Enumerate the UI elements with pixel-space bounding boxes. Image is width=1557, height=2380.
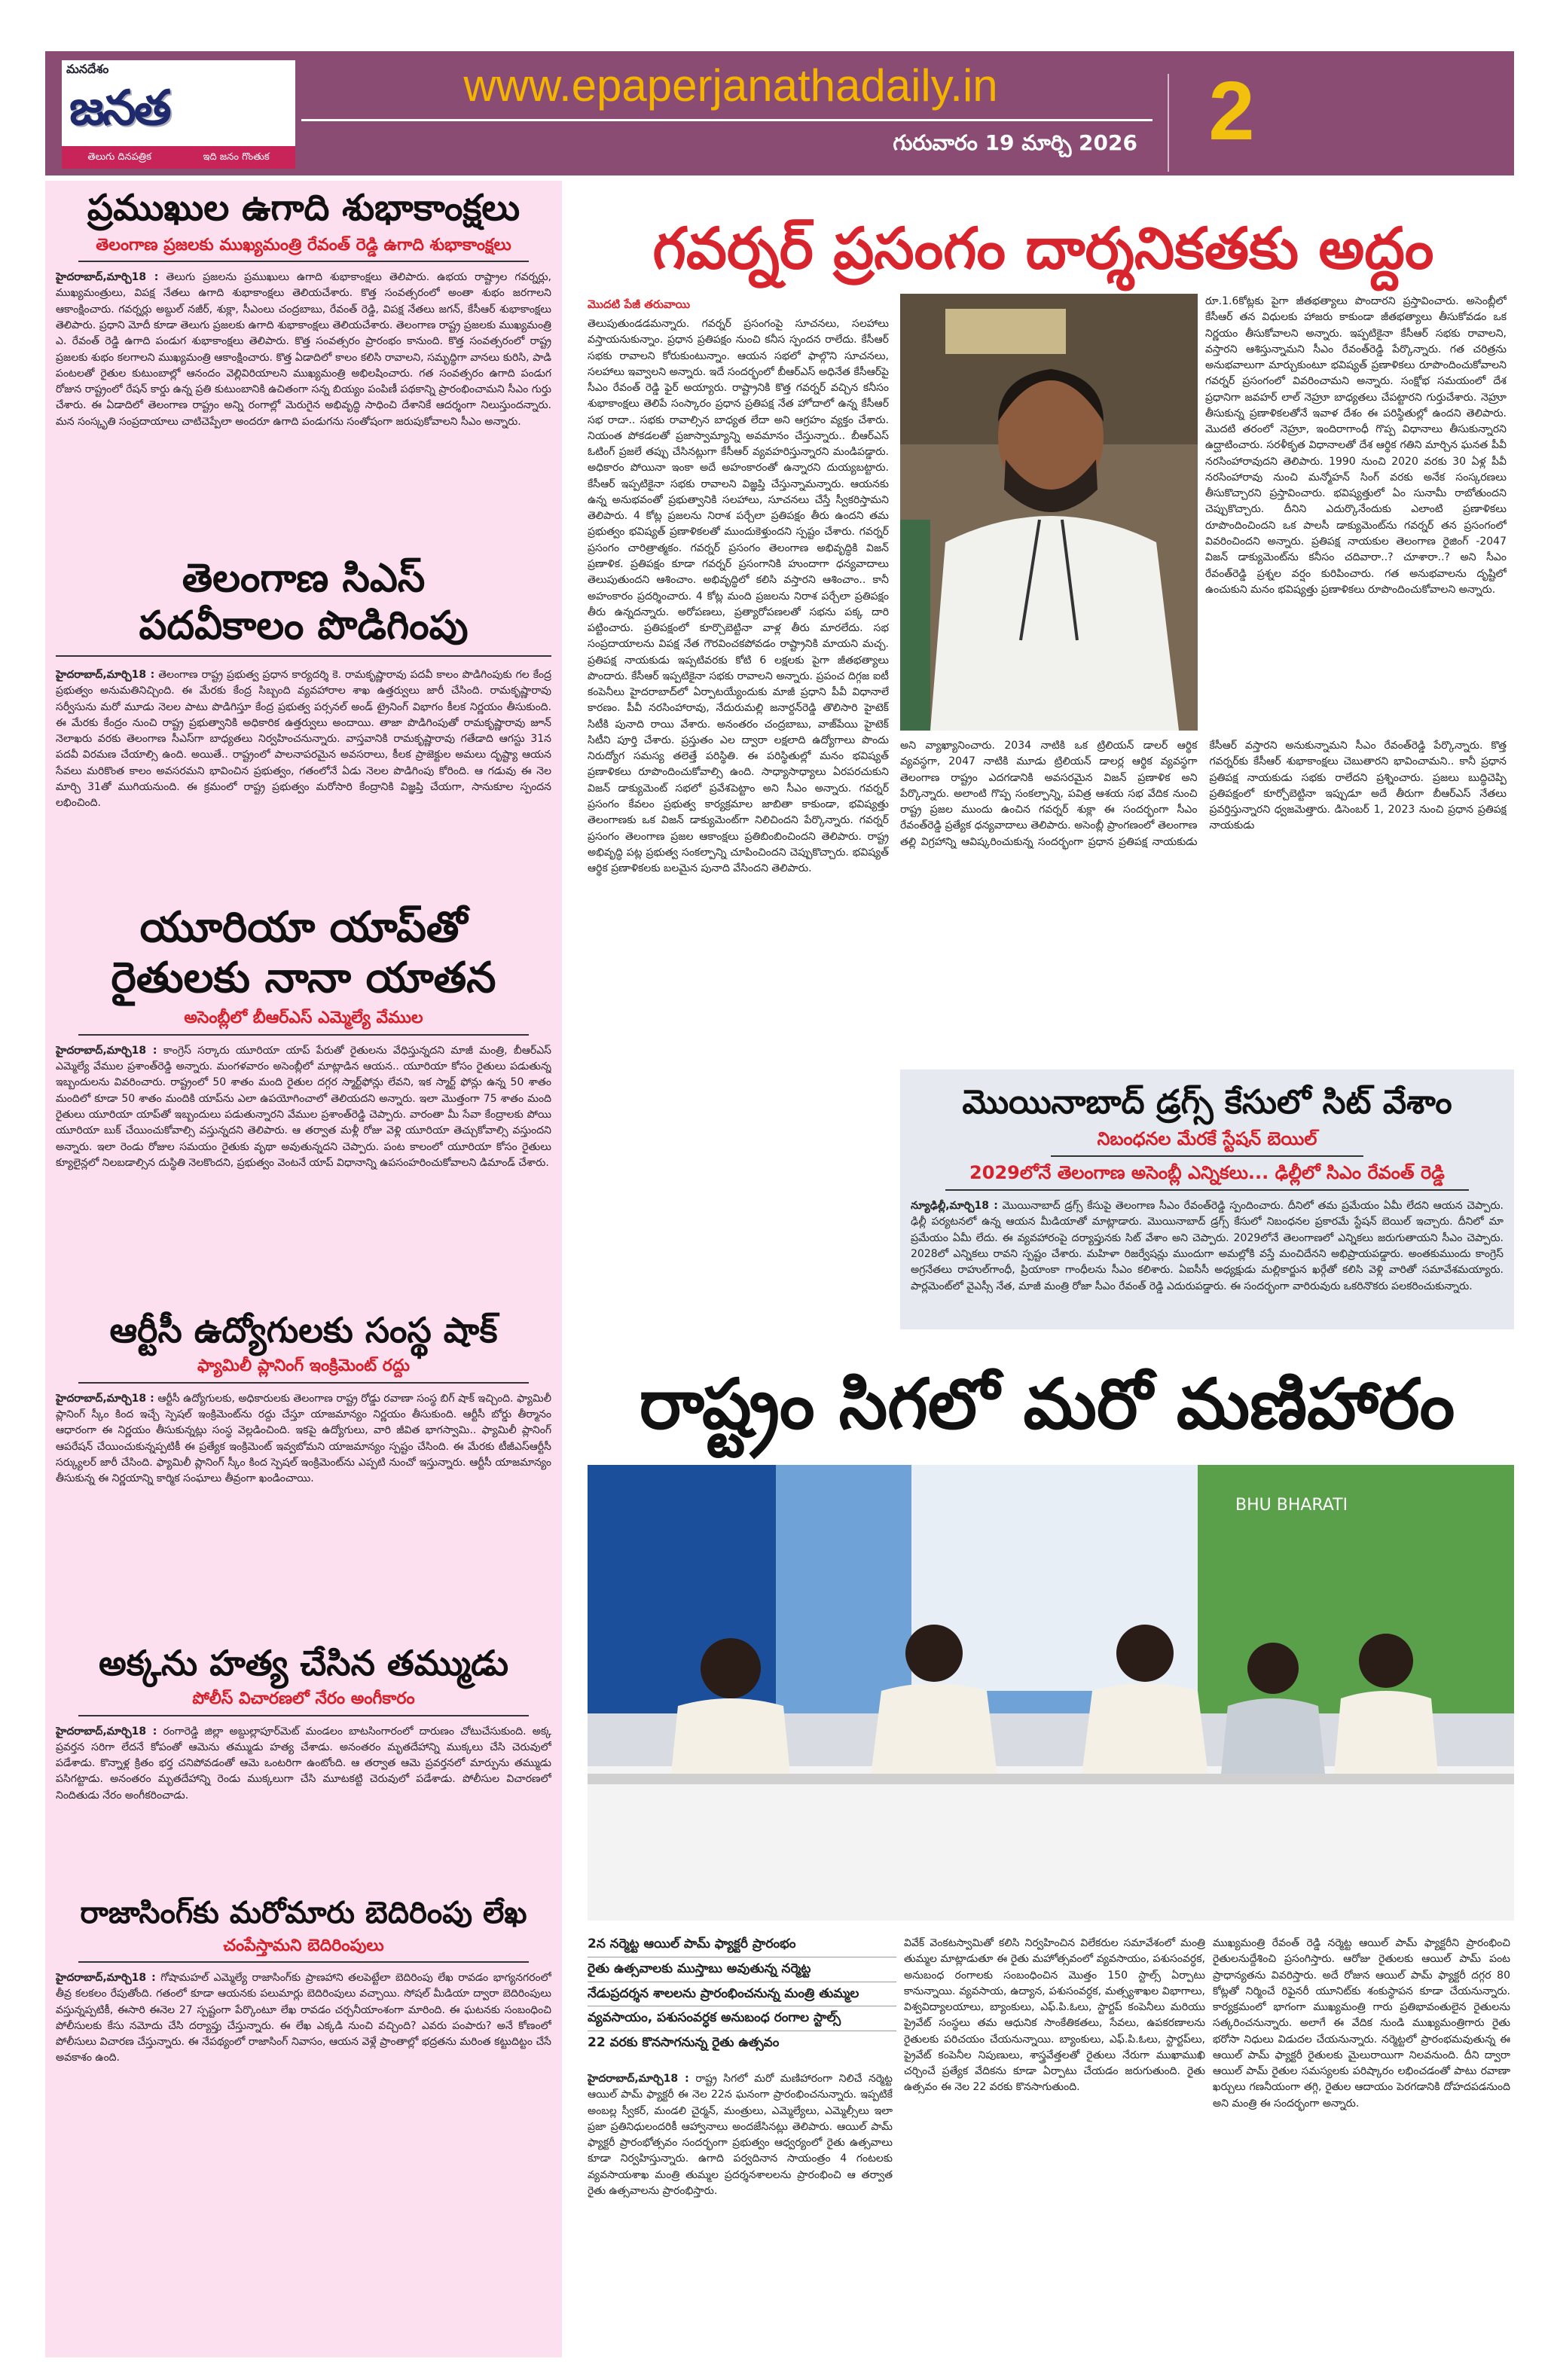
article-rtc xyxy=(56,1310,551,1632)
body-text: మొయినాబాద్ డ్రగ్స్ కేసుపై తెలంగాణ సీఎం రేవంత్‌రెడ్డి స్పందించారు. దీనిలో తమ ప్రమేయం ఏమీ లేదని ఆయన చెప్పారు. ఢిల్లీ పర్యటనలో ఉన్న ఆయన మీడియాతో మాట్లాడారు. మొయినాబాద్ డ్రగ్స్ కేసులో నిబంధనల ప్రకారమే స్టేషన్ బెయిల్ ఇచ్చారు. దీనిలో మా ప్రమేయం ఏమీ లేదు. ఈ వ్యవహారంపై దర్యాప్తునకు సిట్ వేశాం అని చెప్పారు. 2029లోనే తెలంగాణలో ఎన్నికలు జరుగుతాయని సీఎం చెప్పారు. 2028లో ఎన్నికలు రావని స్పష్టం చేశారు. మహిళా రిజర్వేషన్లు ముందుగా అమల్లోకి వస్తే మంచిదేనని అభిప్రాయపడ్డారు. అంతకుముందు కాంగ్రెస్ అగ్రనేతలు రాహుల్‌గాంధీ, ప్రియాంకా గాంధీలను సీఎం కలిశారు. ఏఐసీసీ అధ్యక్షుడు మల్లికార్జున ఖర్గేతో కలిసి వెళ్లి వారితో సమావేశమయ్యారు. పార్లమెంట్‌లో వైఎస్సీ నేత, మాజీ మంత్రి రోజా సీఎం రేవంత్ రెడ్డి ఎదురుపడ్డారు. ఈ సందర్భంగా వారిరువురు ఒకరినొకరు పలకరించుకున్నారు. xyxy=(911,1200,1504,1292)
press-meet-image xyxy=(588,1465,1514,1921)
article-body xyxy=(900,1198,1514,1326)
body-text: గోషామహల్ ఎమ్మెల్యే రాజాసింగ్‌కు ప్రాణహాని తలపెట్టేలా బెదిరింపు లేఖ రావడం భాగ్యనగరంలో తీవ్ర కలకలం రేపుతోంది. గతంలో కూడా ఆయనకు పలుమార్లు బెదిరింపులు వచ్చాయి. సోషల్ మీడియా ద్వారా బెదిరింపులు వస్తున్నప్పటికీ, ఈసారి ఈనెల 27 స్పష్టంగా పేర్కొంటూ లేఖ రావడం చర్చనీయాంశంగా మారింది. ఈ ఘటనకు సంబంధించి పోలీసులకు కేసు నమోదు చేసి దర్యాప్తు చేస్తున్నారు. ఈ లేఖ ఎక్కడి నుంచి వచ్చింది? ఎవరు పంపారు? అనే కోణంలో పోలీసులు విచారణ చేస్తున్నారు. ఈ నేపథ్యంలో రాజాసింగ్ నివాసం, ఆయన వెళ్లే ప్రాంతాల్లో భద్రతను మరింత కట్టుదిట్టం చేసే అవకాశం ఉంది. xyxy=(56,1972,551,2064)
dateline: హైదరాబాద్,మార్చి18 : xyxy=(56,668,155,681)
caption: 2న నర్మెట్ట ఆయిల్ పామ్ ఫ్యాక్టరీ ప్రారంభం xyxy=(588,1933,896,1957)
website-url[interactable]: www.epaperjanathadaily.in xyxy=(463,60,998,111)
lead-column-1: తెలుపుతుండడమన్నారు. గవర్నర్ ప్రసంగంపై సూచనలు, సలహాలు వస్తాయనుకున్నాం. ప్రధాన ప్రతిపక్షం నుంచి కనీస స్పందన రాలేదు. కేసీఆర్ సభకు రావాలని కోరుకుంటున్నాం. ఆయన సభలో ఫాల్గొని సూచనలు, సలహాలు ఇవ్వాలని అన్నారు. ఇదే సందర్భంలో బీఆర్ఎస్ అధినేత కేసీఆర్‌పై సీఎం రేవంత్ రెడ్డి ఫైర్ అయ్యారు. రాష్ట్రానికి కొత్త గవర్నర్ వచ్చిన కనీసం శుభాకాంక్షలు తెలిపే సంస్కారం ప్రధాన ప్రతిపక్ష నేత హోదాలో ఉన్న కేసీఆర్ సభ రాదా.. సభకు రావాల్సిన బాధ్యత లేదా అని ఆగ్రహం వ్యక్తం చేశారు. నియంత పోకడలతో ప్రజాస్వామ్యాన్ని అవమానం చేస్తున్నారు.. బీఆర్ఎస్ ఓటింగ్ ప్రజలే తప్పు చేసినట్లుగా కేసీఆర్ వ్యవహరిస్తున్నారని మండిపడ్డారు. అధికారం పోయినా ఇంకా అదే అహంకారంతో ఉన్నారని దుయ్యబట్టారు. కేసీఆర్ ఇప్పటికైనా సభకు రావాలని విజ్ఞప్తి చేస్తున్నామన్నారు. ఆయనకు ఉన్న అనుభవంతో ప్రభుత్వానికి సలహాలు, సూచనలు చేస్తే స్వీకరిస్తామని తెలిపారు. 4 కోట్ల ప్రజలను నిరాశ పర్చేలా ప్రతిపక్షం తీరు ఉందని తమ ప్రభుత్వం భవిష్యత్ ప్రణాళికలతో ముందుకెళ్తుందని స్పష్టం చేశారు. గవర్నర్ ప్రసంగం చారిత్రాత్మకం. గవర్నర్ ప్రసంగం తెలంగాణ అభివృద్ధికి విజన్ ప్రణాళిక. ప్రతిపక్షం కూడా గవర్నర్ ప్రసంగానికి హుందాగా ధన్యవాదాలు తెలుపుతుందని ఆశించాం. అభివృద్ధిలో కలిసి వస్తారని ఆశించాం.. కానీ అహంకారం ప్రదర్శించారు. 4 కోట్ల మంది ప్రజలను నిరాశ పర్చేలా ప్రతిపక్షం తీరు ఉన్నదన్నారు. అరోపణలు, ప్రత్యారోపణలతో సభను పక్క దారి పట్టించారు. ప్రతిపక్షంలో కూర్చొబెట్టినా వాళ్ల తీరు మారలేదు. సభ సంప్రదాయాలను విపక్ష నేత గౌరవించకపోవడం రాష్ట్రానికి మాయని మచ్చ. ప్రతిపక్ష నాయకుడు ఇప్పటివరకు కోటి 6 లక్షలకు పైగా జీతభత్యాలు పొందారు. కేసీఆర్ ఇప్పటికైనా సభకు రావాలని అన్నారు. ప్రపంచ దిగ్గజ ఐటీ కంపెనీలు హైదరాబాద్‌లో ఏర్పాటయ్యేందుకు మాజీ ప్రధాని పీవీ విధానాలే కారణం. పీవీ నరసింహారావు, నేదురుమల్లి జనార్దన్‌రెడ్డి తొలిసారి హైటెక్ సిటీకి పునాది రాయి వేశారు. అనంతరం చంద్రబాబు, వాజ్‌పేయి హైటెక్ సిటీని పూర్తి చేశారు. ప్రస్తుతం ఎల ద్వారా లక్షలాది ఉద్యోగాలు పొందు నిరుద్యోగ సమస్య తలెత్తే పరిస్థితి. ఈ పరిస్థితుల్లో మనం భవిష్యత్ ప్రణాళికలు రూపొందించుకోవాల్సి ఉంది. సాధ్యాసాధ్యాలు ఏరపరచుకుని విజన్ డాక్యుమెంట్ సభలో ప్రవేశపెట్టాం అని సీఎం అన్నారు. గవర్నర్ ప్రసంగం కేవలం ప్రభుత్వ కార్యక్రమాల జాబితా కాకుండా, భవిష్యత్తు తెలంగాణకు ఒక విజన్ డాక్యుమెంట్‌గా నిలిచిందని పేర్కొన్నారు. గవర్నర్ ప్రసంగం తెలంగాణ ప్రజల ఆకాంక్షలు ప్రతిబింబించిందని తెలిపారు. రాష్ట్ర అభివృద్ధి పట్ల ప్రభుత్వ సంకల్పాన్ని చూపించిందని చెప్పుకొచ్చారు. భవిష్యత్ ఆర్థిక ప్రణాళికలకు బలమైన పునాది వేసిందని తెలిపారు. xyxy=(588,318,889,875)
article-rajasingh xyxy=(56,1895,551,2211)
page-number: 2 xyxy=(1208,65,1255,157)
newspaper-logo[interactable] xyxy=(62,60,295,169)
dateline: హైదరాబాద్,మార్చి18 : xyxy=(588,2073,689,2085)
subheadline: నిబంధనల మేరకే స్టేషన్ బెయిల్ xyxy=(1051,1127,1363,1157)
divider xyxy=(301,119,1152,121)
divider xyxy=(1168,74,1169,172)
cm-speaking-image xyxy=(900,294,1198,731)
palm-headline: రాష్ట్రం సిగలో మరో మణిహారం xyxy=(639,1364,1455,1445)
article-body xyxy=(56,270,551,545)
subheadline: ఫ్యామిలీ ప్లానింగ్ ఇంక్రిమెంట్ రద్దు xyxy=(78,1356,529,1384)
lead-headline: గవర్నర్ ప్రసంగం దార్శనికతకు అద్దం xyxy=(652,215,1434,282)
logo-name: జనత xyxy=(69,81,169,136)
headline: మొయినాబాద్ డ్రగ్స్ కేసులో సిట్ వేశాం xyxy=(962,1083,1452,1121)
headline: ప్రముఖుల ఉగాది శుభాకాంక్షలు xyxy=(87,187,521,229)
headline: తెలంగాణ సిఎస్ పదవీకాలం పొడిగింపు xyxy=(56,555,551,657)
body-text: రంగారెడ్డి జిల్లా అబ్దుల్లాపూర్‌మెట్ మండలం బాటసింగారంలో దారుణం చోటుచేసుకుంది. అక్క ప్రవర్తన సరిగా లేదనే కోపంతో ఆమెను తమ్ముడు హత్య చేశాడు. అనంతరం మృతదేహాన్ని ముక్కలు చేసి చెరువులో పడేశాడు. కొన్నాళ్ల క్రితం భర్త చనిపోవడంతో ఆమె ఒంటరిగా ఉంటోంది. ఆ తర్వాత ఆమె ప్రవర్తనలో మార్పును తమ్ముడు పసిగట్టాడు. అనంతరం మృతదేహాన్ని రెండు ముక్కలుగా చేసి మూటకట్టి చెరువులో పడేశాడు. పోలీసుల విచారణలో నిందితుడు నేరం అంగీకరించాడు. xyxy=(56,1725,551,1802)
left-column xyxy=(45,181,562,2357)
photo-captions xyxy=(588,1933,896,2055)
logo-tag-right: ఇది జనం గొంతుక xyxy=(203,151,270,163)
caption: నేడుప్రదర్శన శాలలను ప్రారంభించనున్న మంత్రి తుమ్మల xyxy=(588,1982,896,2007)
continued-label: మొదటి పేజీ తరువాయి xyxy=(588,298,691,311)
palm-column-1 xyxy=(588,2071,893,2357)
issue-date: గురువారం 19 మార్చి 2026 xyxy=(893,130,1137,155)
meeting-photo xyxy=(588,1465,1514,1921)
article-drugs-case xyxy=(900,1069,1514,1329)
dateline: హైదరాబాద్,మార్చి18 : xyxy=(56,1392,154,1405)
subheadline: తెలంగాణ ప్రజలకు ముఖ్యమంత్రి రేవంత్ రెడ్డి ఉగాది శుభాకాంక్షలు xyxy=(78,235,529,263)
article-body xyxy=(56,1970,551,2211)
dateline: హైదరాబాద్,మార్చి18 : xyxy=(56,1725,157,1738)
headline: ఆర్టీసీ ఉద్యోగులకు సంస్థ షాక్ xyxy=(109,1309,498,1350)
body-text: ఆర్టీసీ ఉద్యోగులకు, అధికారులకు తెలంగాణ రాష్ట్ర రోడ్డు రవాణా సంస్థ బిగ్ షాక్ ఇచ్చింది. ఫ్యామిలీ ప్లానింగ్ స్కీం కింద ఇచ్చే స్పెషల్ ఇంక్రిమెంట్‌ను రద్దు చేస్తూ యాజమాన్యం నిర్ణయం తీసుకుంది. ఆర్టీసీ బోర్డు తీర్మానం ఆధారంగా ఈ నిర్ణయం తీసుకున్నట్లు సంస్థ వెల్లడించింది. ఇకపై ఉద్యోగులు, వారి జీవిత భాగస్వామి.. ఫ్యామిలీ ప్లానింగ్ ఆపరేషన్ చేయించుకున్నప్పటికీ ఈ ప్రత్యేక ఇంక్రిమెంట్ ఇవ్వబోమని యాజమాన్యం స్పష్టం చేసింది. ఈ మేరకు టీజీఎస్ఆర్టీసీ సర్క్యులర్ జారీ చేసింది. ఫ్యామిలీ ప్లానింగ్ స్కీం కింద స్పెషల్ ఇంక్రిమెంట్‌ను ఎప్పటి నుంచో ఇస్తున్నారు. ఆర్టీసీ యాజమాన్యం తీసుకున్న ఈ నిర్ణయాన్ని కార్మిక సంఘాలు తీవ్రంగా ఖండించాయి. xyxy=(56,1392,551,1485)
article-murder xyxy=(56,1643,551,1884)
palm-column-2: వివేక్ వెంకటస్వామితో కలిసి నిర్వహించిన విలేకరుల సమావేశంలో మంత్రి తుమ్మల మాట్లాడుతూ ఈ రైతు మహోత్సవంలో వ్యవసాయం, పశుసంవర్ధక, అనుబంధ రంగాలకు సంబంధించిన మొత్తం 150 స్టాల్స్ ఏర్పాటు కానున్నాయి. వ్యవసాయ, ఉద్యాన, పశుసంవర్ధక, మత్స్యశాఖల విభాగాలు, విశ్వవిద్యాలయాలు, బ్యాంకులు, ఎఫ్.పి.ఓలు, స్టార్టప్ కంపెనీలు మరియు ప్రైవేట్ సంస్థలు తమ ఆధునిక సాంకేతికతలు, సేవలు, ఉపకరణాలను రైతులకు పరిచయం చేయనున్నాయి. బ్యాంకులు, ఎఫ్.పి.ఓలు, స్టార్టప్‌లు, ప్రైవేట్ కంపెనీల నిపుణులు, శాస్త్రవేత్తలతో రైతులు నేరుగా ముఖాముఖి చర్చించే ప్రత్యేక వేదికను కూడా ఏర్పాటు చేయడం జరుగుతుంది. రైతు ఉత్సవం ఈ నెల 22 వరకు కొనసాగుతుంది. xyxy=(904,1937,1205,2094)
subheadline: చంపేస్తామని బెదిరింపులు xyxy=(78,1936,529,1964)
caption: 22 వరకు కొనసాగనున్న రైతు ఉత్సవం xyxy=(588,2035,780,2051)
dateline: హైదరాబాద్,మార్చి18 : xyxy=(56,271,159,284)
caption: రైతు ఉత్సవాలకు ముస్తాబు అవుతున్న నర్మెట్ట xyxy=(588,1957,896,1982)
body-text: తెలుగు ప్రజలను ప్రముఖులు ఉగాది శుభాకాంక్షలు తెలిపారు. ఉభయ రాష్ట్రాల గవర్నర్లు, ముఖ్యమంత్రులు, విపక్ష నేతలు ఉగాది శుభాకాంక్షలు తెలియచేశారు. కొత్త సంవత్సరంలో అంతా శుభం జరగాలని ఆకాంక్షించారు. గవర్నర్లు అబ్దుల్ నజీర్, శుక్లా, సీఎంలు చంద్రబాబు, రేవంత్ రెడ్డి, విపక్ష నేతలు జగన్, కేసీఆర్ శుభాకాంక్షలు తెలిపారు. ప్రధాని మోదీ కూడా తెలుగు ప్రజలకు ఉగాది శుభాకాంక్షలు తెలియచేశారు. తెలంగాణ రాష్ట్ర ప్రజలకు ముఖ్యమంత్రి ఎ. రేవంత్ రెడ్డి ఉగాది పండుగ శుభాకాంక్షలు తెలిపారు. కొత్త సంవత్సరం ప్రారంభం కానుంది. కొత్త సంవత్సరంలో రాష్ట్ర ప్రజలకు శుభం కలగాలని ముఖ్యమంత్రి ఆకాంక్షించారు. కొత్త ఏడాదిలో కాలం కలిసి రావాలని, సమృద్ధిగా వానలు కురిసి, పాడి పంటలతో రైతుల కుటుంబాల్లో ఆనందం వెల్లివిరియాలని ముఖ్యమంత్రి అభిలషించారు. గత సంవత్సరం ఉగాది పండుగ రోజున రాష్ట్రంలో రేషన్ కార్డు ఉన్న ప్రతి కుటుంబానికి ఉచితంగా సన్న బియ్యం పంపిణీ పథకాన్ని ప్రారంభించామని సీఎం గుర్తు చేశారు. ఈ ఏడాదిలో తెలంగాణ రాష్ట్రం అన్ని రంగాల్లో మెరుగైన అభివృద్ధి సాధించి దేశానికే ఆదర్శంగా నిలుస్తుందన్నారు. మన సంస్కృతి సంప్రదాయాలు చాటిచెప్పేలా అందరూ ఉగాది పండుగను సంతోషంగా జరుపుకోవాలని సీఎం అన్నారు. xyxy=(56,271,551,428)
dateline: న్యూఢిల్లీ,మార్చి18 : xyxy=(911,1200,998,1213)
logo-prefix: మనదేశం xyxy=(66,62,109,76)
logo-tag-left: తెలుగు దినపత్రిక xyxy=(87,151,151,163)
caption: వ్యవసాయం, పశుసంవర్ధక అనుబంధ రంగాల స్టాల్స్ xyxy=(588,2006,896,2031)
logo-tagline xyxy=(62,146,295,169)
dateline: హైదరాబాద్,మార్చి18 : xyxy=(56,1044,157,1057)
article-ugadi xyxy=(56,187,551,545)
subheadline: అసెంబ్లీలో బీఆర్ఎస్ ఎమ్మెల్యే వేముల xyxy=(78,1008,529,1036)
article-body xyxy=(56,1043,551,1299)
lead-column-below-photo: అని వ్యాఖ్యానించారు. 2034 నాటికి ఒక ట్రిలియన్ డాలర్ ఆర్థిక వ్యవస్థగా, 2047 నాటికి మూడు ట్రిలియన్ డాలర్ల ఆర్థిక వ్యవస్థగా తెలంగాణ రాష్ట్రం ఎదగడానికి అవసరమైన విజన్ ప్రణాళిక అని పేర్కొన్నారు. అలాంటి గొప్ప సంకల్పాన్ని, పవిత్ర ఆశయ సభ వేదిక నుంచి రాష్ట్ర ప్రజల ముందు ఉంచిన గవర్నర్ శుక్లా ఈ సందర్భంగా సీఎం రేవంత్‌రెడ్డి ప్రత్యేక ధన్యవాదాలు తెలిపారు. అసెంబ్లీ ప్రాంగణంలో తెలంగాణ తల్లి విగ్రహాన్ని ఆవిష్కరించుకున్న సందర్భంగా ప్రధాన ప్రతిపక్ష నాయకుడు కేసీఆర్ వస్తారని అనుకున్నామని సీఎం రేవంత్‌రెడ్డి పేర్కొన్నారు. కొత్త గవర్నర్‌కు కేసీఆర్ శుభాకాంక్షలు చెబుతారని భావించామని.. కానీ ప్రధాన ప్రతిపక్ష నాయకుడు సభకు రాలేదని ప్రశ్నించారు. ప్రజలు బుద్ధిచెప్పి ప్రతిపక్షంలో కూర్చోబెట్టినా ఇప్పుడూ అదే తీరుగా బీఆర్ఎస్ నేతలు ప్రవర్తిస్తున్నారని ధ్వజమెత్తారు. డిసెంబర్ 1, 2023 నుంచి ప్రధాన ప్రతిపక్ష నాయకుడు xyxy=(900,740,1507,848)
article-body xyxy=(56,1724,551,1884)
headline: యూరియా యాప్‌తో రైతులకు నానా యాతన xyxy=(111,902,496,1003)
headline: అక్కను హత్య చేసిన తమ్ముడు xyxy=(98,1642,509,1683)
body-text: కాంగ్రెస్ సర్కారు యూరియా యాప్ పేరుతో రైతులను వేధిస్తున్నదని మాజీ మంత్రి, బీఆర్ఎస్ ఎమ్మెల్యే వేముల ప్రశాంత్‌రెడ్డి అన్నారు. మంగళవారం అసెంబ్లీలో మాట్లాడిన ఆయన.. యూరియా కోసం రైతులు పడుతున్న ఇబ్బందులను వివరించారు. రాష్ట్రంలో 50 శాతం మంది రైతుల దగ్గర స్మార్ట్‌ఫోన్లు లేవని, ఇక స్మార్ట్ ఫోన్లు ఉన్న 50 శాతం మందిలో కూడా 50 శాతం మందికి యాప్‌ను ఎలా ఉపయోగించాలో తెలియదని అన్నారు. ఇలా మొత్తంగా 75 శాతం మంది రైతులు యూరియా యాప్‌తో ఇబ్బందులు పడుతున్నారని వేముల ప్రశాంత్‌రెడ్డి చెప్పారు. వారంతా మీ సేవా కేంద్రాలకు పోయి యూరియా బుక్ చేయించుకోవాల్సి వస్తున్నదని తెలిపారు. ఆ తర్వాత మళ్లీ రోజు వెళ్లి యూరియా తెచ్చుకోవాల్సి వస్తుందని అన్నారు. ఇలా రెండు రోజుల సమయం రైతుకు వృథా అవుతున్నదని చెప్పారు. పంట కాలంలో యూరియా కోసం రైతులు క్యూలైన్లలో నిలబడాల్సిన దుస్థితి నెలకొందని, ప్రభుత్వం వెంటనే యాప్ విధానాన్ని ఉపసంహరించుకోవాలని డిమాండ్ చేశారు. xyxy=(56,1044,551,1169)
body-text: తెలంగాణ రాష్ట్ర ప్రభుత్వ ప్రధాన కార్యదర్శి కె. రామకృష్ణారావు పదవీ కాలం పొడిగింపుకు గల కేంద్ర ప్రభుత్వం అనుమతినిచ్చింది. ఈ మేరకు కేంద్ర సిబ్బంది వ్యవహారాల శాఖ ఉత్తర్వులు జారీ చేసింది. రామకృష్ణారావు సర్వీసును మరో మూడు నెలల పాటు పొడిగిస్తూ కేంద్ర ప్రభుత్వ పర్సనల్ అండ్ ట్రైనింగ్ విభాగం కీలక నిర్ణయం తీసుకుంది. ఈ మేరకు కేంద్రం నుంచి రాష్ట్ర ప్రభుత్వానికి అధికారిక ఉత్తర్వులు అందాయి. తాజా పొడిగింపుతో రామకృష్ణారావు జూన్ నెలాఖరు వరకు తెలంగాణ సీఎస్‌గా బాధ్యతలు నిర్వహించనున్నారు. వాస్తవానికి రామకృష్ణారావు గతేడాది ఆగస్టు 31న పదవీ విరమణ చేయాల్సి ఉంది. అయితే.. రాష్ట్రంలో పాలనాపరమైన అవసరాలు, కీలక ప్రాజెక్టుల అమలు దృష్ట్యా ఆయన సేవలు మరికొంత కాలం అవసరమని భావించిన ప్రభుత్వం, గతంలోనే ఏడు నెలల పొడిగింపు కోరింది. ఆ గడువు ఈ నెల మార్చి 31తో ముగియనుంది. ఈ క్రమంలో రాష్ట్ర ప్రభుత్వం మరోసారి కేంద్రానికి విజ్ఞప్తి చేయగా, సానుకూల స్పందన లభించింది. xyxy=(56,668,551,810)
dateline: హైదరాబాద్,మార్చి18 : xyxy=(56,1972,156,1985)
headline: రాజాసింగ్‌కు మరోమారు బెదిరింపు లేఖ xyxy=(80,1895,527,1930)
article-cs-extension xyxy=(56,555,551,892)
body-text: రాష్ట్ర సిగలో మరో మణిహారంగా నిలిచే నర్మెట్ట ఆయిల్ పామ్ ఫ్యాక్టరీ ఈ నెల 22న ఘనంగా ప్రారంభించనున్నారు. ఇప్పటికే అంబల్ల స్వీకర్, మండలి చైర్మన్, మంత్రులు, ఎమ్మెల్యేలు, ఎమ్మెల్సీలు ఇలా ప్రజా ప్రతినిధులందరికీ ఆహ్వానాలు అందజేసినట్లు తెలిపారు. ఆయిల్ పామ్ ఫ్యాక్టరీ ప్రారంభోత్సవం సందర్భంగా ప్రభుత్వం ఆధ్వర్యంలో రైతు ఉత్సవాలు కూడా నిర్వహిస్తున్నారు. ఉగాది పర్వదినాన సాయంత్రం 4 గంటలకు వ్యవసాయశాఖ మంత్రి తుమ్మల ప్రదర్శనశాలలను ప్రారంభించి ఆ తర్వాత రైతు ఉత్సవాలను ప్రారంభిస్తారు. xyxy=(588,2073,893,2197)
lead-column-right: రూ.1.6కోట్లకు పైగా జీతభత్యాలు పొందారని ప్రస్తావించారు. అసెంబ్లీలో కేసీఆర్ తన విధులకు హాజరు కాకుండా జీతభత్యాలు తీసుకోవడం ఒక నిర్ణయం తీసుకోవాలని అన్నారు. ఇప్పటికైనా కేసీఆర్ సభకు రావాలని, వస్తారని ఆశిస్తున్నామని సీఎం రేవంత్‌రెడ్డి పేర్కొన్నారు. గత చరిత్రను అనుభవాలుగా మార్చుకుంటూ భవిష్యత్ ప్రణాళికలు రూపొందించుకోవాలని గవర్నర్ ప్రసంగంలో వివరించామని అన్నారు. సంక్షోభ సమయంలో దేశ ప్రధానిగా జవహర్ లాల్ నెహ్రూ బాధ్యతలు చేపట్టారని గుర్తుచేశారు. నెహ్రూ తీసుకున్న ప్రణాళికలతోనే ఇవాళ దేశం ఈ పరిస్థితుల్లో ఉందని తెలిపారు. మొదటి తరంలో నెహ్రూ, ఇందిరాగాంధీ గొప్ప విధానాలు తీసుకున్నారని ఉద్ఘాటించారు. సరళీకృత విధానాలతో దేశ ఆర్థిక గతిని మార్చిన ఘనత పీవీ నరసింహారావుదని తెలిపారు. 1990 నుంచి 2020 వరకు 30 ఏళ్ల పీవీ నరసింహారావు నుంచి మన్మోహన్ సింగ్ వరకు అనేక సంస్కరణలు తీసుకొచ్చారని ప్రస్తావించారు. భవిష్యత్తులో ఏం సునామీ రాబోతుందని చెప్పుకొచ్చారు. దీనిని ఎదుర్కొనేందుకు ఎలాంటి ప్రణాళికలు రూపొందించిందని ఒక పాలసీ డాక్యుమెంట్‌ను గవర్నర్ తన ప్రసంగంలో వివరించిందని అన్నారు. ప్రతిపక్ష నాయకుల తెలంగాణ రైజింగ్ -2047 విజన్ డాక్యుమెంట్‌ను కనీసం చదివారా..? చూశారా..? అని సీఎం రేవంత్‌రెడ్డి ప్రశ్నల వర్షం కురిపించారు. గత అనుభవాలను దృష్టిలో ఉంచుకుని మనం భవిష్యత్తు ప్రణాళికలు రూపొందించుకోవాలని అన్నారు. xyxy=(1205,295,1507,596)
subheadline: 2029లోనే తెలంగాణ అసెంబ్లీ ఎన్నికలు... ఢిల్లీలో సిఎం రేవంత్ రెడ్డి xyxy=(945,1161,1469,1191)
banner-text: BHU BHARATI xyxy=(1235,1496,1348,1515)
palm-column-3: ముఖ్యమంత్రి రేవంత్ రెడ్డి నర్మెట్ట ఆయిల్ పామ్ ఫ్యాక్టరీని ప్రారంభించి రైతులనుద్దేశించి ప్రసంగిస్తారు. ఆరోజు రైతులకు ఆయిల్ పామ్ పంట ప్రాధాన్యతను వివరిస్తారు. అదే రోజున ఆయిల్ పామ్ ఫ్యాక్టరీ దగ్గర 80 కోట్లతో నిర్మించే రిఫైనరీ యూనిట్‌కు శంకుస్థాపన కూడా చేయనున్నారు. కార్యక్రమంలో భాగంగా ముఖ్యమంత్రి గారు ప్రతిభావంతులైన రైతులను సత్కరించనున్నారు. అలాగే ఈ వేదిక నుండి ముఖ్యమంత్రిగారు రైతు భరోసా నిధులు విడుదల చేయనున్నారు. నర్మెట్టలో ప్రారంభమవుతున్న ఈ ఆయిల్ పామ్ ఫ్యాక్టరీ రైతులకు మైలురాయిగా నిలవనుంది. దీని ద్వారా ఆయిల్ పామ్ రైతుల సమస్యలకు పరిష్కారం లభించడంతో పాటు రవాణా ఖర్చులు గణనీయంగా తగ్గి, రైతుల ఆదాయం పెరగడానికి దోహదపడనుంది అని మంత్రి ఈ సందర్భంగా అన్నారు. xyxy=(1213,1937,1510,2110)
subheadline: పోలీస్ విచారణలో నేరం అంగీకారం xyxy=(78,1689,529,1716)
article-body xyxy=(56,1391,551,1632)
article-body xyxy=(56,667,551,892)
masthead xyxy=(45,51,1514,175)
article-urea-app xyxy=(56,902,551,1299)
cm-photo xyxy=(900,294,1198,731)
